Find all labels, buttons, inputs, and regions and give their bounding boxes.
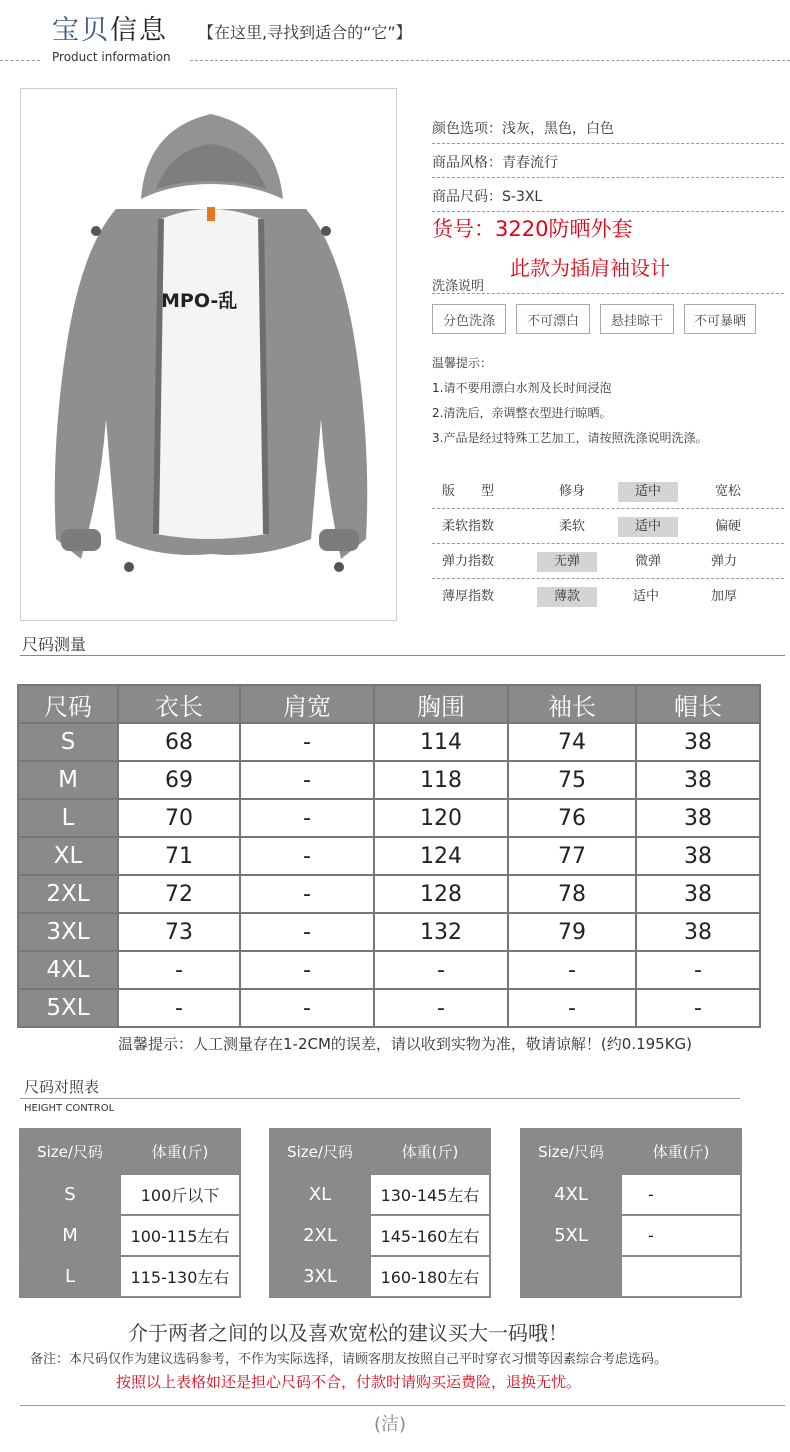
table-row	[18, 875, 760, 913]
value-cell: 72	[118, 875, 240, 913]
divider	[190, 60, 790, 61]
ref-header: 体重(斤)	[370, 1129, 490, 1174]
measure-note: 温馨提示：人工测量存在1-2CM的误差，请以收到实物为准，敬请谅解！(约0.195KG)	[118, 1035, 693, 1053]
col-header: 肩宽	[240, 685, 374, 723]
col-header: 袖长	[508, 685, 636, 723]
ref-weight: 145-160左右	[370, 1215, 490, 1256]
ref-size: 4XL	[521, 1174, 621, 1215]
value-cell: 70	[118, 799, 240, 837]
ref-weight: 130-145左右	[370, 1174, 490, 1215]
value-cell: 124	[374, 837, 508, 875]
attr-label: 柔软指数	[442, 519, 495, 534]
value-cell: -	[240, 875, 374, 913]
value-cell: -	[240, 951, 374, 989]
tee-tag	[207, 207, 215, 221]
value-cell: 69	[118, 761, 240, 799]
table-row	[18, 913, 760, 951]
toggle-right	[321, 226, 331, 236]
wash-tag: 悬挂晾干	[600, 304, 674, 334]
title-part-b: 信息	[110, 15, 168, 46]
size-cell: S	[18, 723, 118, 761]
attr-row	[432, 474, 784, 509]
ref-weight: 160-180左右	[370, 1256, 490, 1297]
attr-row	[432, 579, 784, 614]
value-cell: 76	[508, 799, 636, 837]
value-cell: -	[240, 761, 374, 799]
value-cell: 79	[508, 913, 636, 951]
divider	[432, 293, 784, 294]
value-cell: 73	[118, 913, 240, 951]
height-control-title: 尺码对照表	[24, 1078, 100, 1096]
size-advice: 介于两者之间的以及喜欢宽松的建议买大一码哦！	[128, 1321, 568, 1345]
value-cell: 75	[508, 761, 636, 799]
ref-weight	[621, 1256, 741, 1297]
value-cell: 128	[374, 875, 508, 913]
tee-print: MPO-乱	[161, 290, 238, 312]
reference-table	[520, 1128, 742, 1298]
value-cell: 38	[636, 913, 760, 951]
table-row	[18, 951, 760, 989]
attr-label: 版 型	[442, 484, 495, 499]
tip-line: 1.请不要用漂白水剂及长时间浸泡	[432, 381, 612, 395]
tip-line: 2.清洗后，亲调整衣型进行晾晒。	[432, 406, 612, 420]
attr-option: 柔软	[558, 519, 585, 534]
value-cell: 38	[636, 723, 760, 761]
cuff-right	[319, 529, 359, 551]
value-cell: -	[508, 989, 636, 1027]
footer-mark: (洁)	[374, 1414, 407, 1435]
attr-option: 宽松	[714, 484, 741, 499]
height-control-english: HEIGHT CONTROL	[24, 1103, 115, 1114]
divider	[20, 1098, 740, 1099]
ref-header: Size/尺码	[521, 1129, 621, 1174]
warning-note: 按照以上表格如还是担心尺码不合，付款时请购买运费险，退换无忧。	[116, 1373, 582, 1391]
table-row	[18, 723, 760, 761]
wash-tag: 不可漂白	[516, 304, 590, 334]
value-cell: -	[240, 913, 374, 951]
value-cell: -	[118, 989, 240, 1027]
attr-option: 偏硬	[714, 519, 741, 534]
info-size: 商品尺码：S-3XL	[432, 178, 784, 212]
value-cell: 77	[508, 837, 636, 875]
cuff-left	[61, 529, 101, 551]
value-cell: 78	[508, 875, 636, 913]
value-cell: -	[240, 989, 374, 1027]
section-title	[52, 8, 168, 47]
size-cell: 3XL	[18, 913, 118, 951]
remark: 备注：本尺码仅作为建议选码参考，不作为实际选择，请顾客朋友按照自己平时穿衣习惯等因素综合考虑选码。	[30, 1352, 668, 1367]
product-image	[20, 88, 397, 621]
tips-title: 温馨提示：	[432, 356, 493, 370]
attr-option-selected: 适中	[618, 482, 678, 502]
divider	[0, 60, 40, 61]
ref-size: 5XL	[521, 1215, 621, 1256]
white-tee	[156, 209, 266, 539]
value-cell: 118	[374, 761, 508, 799]
wash-title: 洗涤说明	[432, 279, 485, 294]
info-color: 颜色选项：浅灰，黑色，白色	[432, 110, 784, 144]
ref-header: 体重(斤)	[621, 1129, 741, 1174]
table-row	[18, 761, 760, 799]
attr-label: 薄厚指数	[442, 589, 495, 604]
toggle-left	[91, 226, 101, 236]
size-cell: XL	[18, 837, 118, 875]
attr-row	[432, 509, 784, 544]
col-header: 胸围	[374, 685, 508, 723]
section-english: Product information	[52, 50, 171, 64]
ref-weight: -	[621, 1174, 741, 1215]
wash-tag: 分色洗涤	[432, 304, 506, 334]
ref-weight: 115-130左右	[120, 1256, 240, 1297]
value-cell: 38	[636, 875, 760, 913]
size-cell: M	[18, 761, 118, 799]
value-cell: 132	[374, 913, 508, 951]
ref-header: 体重(斤)	[120, 1129, 240, 1174]
value-cell: 68	[118, 723, 240, 761]
value-cell: 74	[508, 723, 636, 761]
ref-weight: -	[621, 1215, 741, 1256]
value-cell: -	[240, 837, 374, 875]
value-cell: -	[240, 799, 374, 837]
attr-label: 弹力指数	[442, 554, 495, 569]
attr-option: 修身	[558, 484, 585, 499]
info-style: 商品风格：青春流行	[432, 144, 784, 178]
item-number: 货号：3220防晒外套	[432, 217, 633, 241]
value-cell: -	[636, 951, 760, 989]
value-cell: -	[118, 951, 240, 989]
design-note: 此款为插肩袖设计	[510, 256, 670, 280]
table-row	[18, 989, 760, 1027]
attr-option: 加厚	[710, 589, 737, 604]
size-cell: 4XL	[18, 951, 118, 989]
table-row	[18, 799, 760, 837]
divider	[20, 655, 785, 656]
attr-option: 弹力	[710, 554, 737, 569]
size-cell: L	[18, 799, 118, 837]
col-header: 尺码	[18, 685, 118, 723]
attr-option-selected: 适中	[618, 517, 678, 537]
attr-option: 适中	[632, 589, 659, 604]
ref-size: L	[20, 1256, 120, 1297]
value-cell: 38	[636, 761, 760, 799]
value-cell: -	[374, 951, 508, 989]
tip-line: 3.产品是经过特殊工艺加工，请按照洗涤说明洗涤。	[432, 431, 708, 445]
reference-table	[269, 1128, 491, 1298]
attr-option: 微弹	[634, 554, 661, 569]
value-cell: 114	[374, 723, 508, 761]
toggle-cuff-left	[124, 562, 134, 572]
value-cell: 38	[636, 799, 760, 837]
ref-size: M	[20, 1215, 120, 1256]
value-cell: 71	[118, 837, 240, 875]
attr-option-selected: 无弹	[537, 552, 597, 572]
col-header: 衣长	[118, 685, 240, 723]
ref-size	[521, 1256, 621, 1297]
ref-size: XL	[270, 1174, 370, 1215]
ref-header: Size/尺码	[20, 1129, 120, 1174]
attr-row	[432, 544, 784, 579]
value-cell: -	[374, 989, 508, 1027]
value-cell: 120	[374, 799, 508, 837]
size-table	[17, 684, 761, 1028]
ref-weight: 100斤以下	[120, 1174, 240, 1215]
title-part-a: 宝贝	[52, 15, 110, 46]
table-row	[18, 837, 760, 875]
size-cell: 2XL	[18, 875, 118, 913]
col-header: 帽长	[636, 685, 760, 723]
attr-option-selected: 薄款	[537, 587, 597, 607]
value-cell: -	[508, 951, 636, 989]
toggle-cuff-right	[334, 562, 344, 572]
value-cell: 38	[636, 837, 760, 875]
value-cell: -	[636, 989, 760, 1027]
ref-header: Size/尺码	[270, 1129, 370, 1174]
value-cell: -	[240, 723, 374, 761]
ref-size: 2XL	[270, 1215, 370, 1256]
ref-size: S	[20, 1174, 120, 1215]
reference-table	[19, 1128, 241, 1298]
ref-weight: 100-115左右	[120, 1215, 240, 1256]
ref-size: 3XL	[270, 1256, 370, 1297]
measure-title: 尺码测量	[22, 635, 87, 654]
divider	[20, 1405, 785, 1406]
table-header-row	[18, 685, 760, 723]
size-cell: 5XL	[18, 989, 118, 1027]
wash-tag: 不可暴晒	[684, 304, 756, 334]
section-subtitle: 【在这里,寻找到适合的“它”】	[198, 23, 412, 42]
